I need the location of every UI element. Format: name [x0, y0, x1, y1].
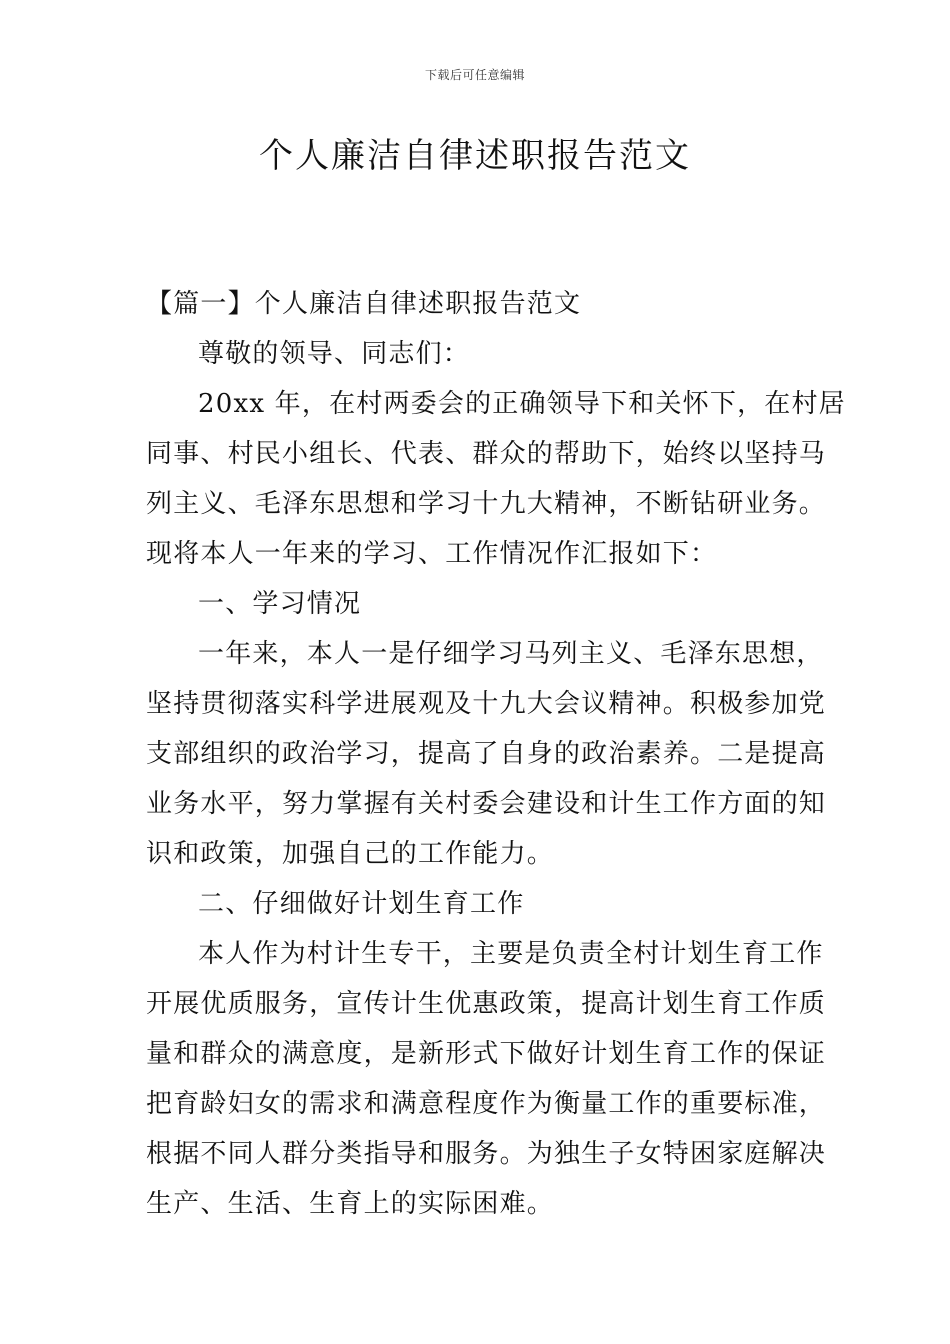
paragraph-line: 开展优质服务，宣传计生优惠政策，提高计划生育工作质 [146, 989, 827, 1019]
paragraph-line: 支部组织的政治学习，提高了自身的政治素养。二是提高 [146, 739, 827, 769]
section-heading: 【篇一】个人廉洁自律述职报告范文 [146, 289, 582, 319]
paragraph-line: 20xx 年，在村两委会的正确领导下和关怀下，在村居 [198, 389, 846, 419]
paragraph-line: 列主义、毛泽东思想和学习十九大精神，不断钻研业务。 [146, 489, 827, 519]
paragraph-line: 坚持贯彻落实科学进展观及十九大会议精神。积极参加党 [146, 689, 827, 719]
paragraph-line: 同事、村民小组长、代表、群众的帮助下，始终以坚持马 [146, 439, 827, 469]
paragraph-line: 生产、生活、生育上的实际困难。 [146, 1189, 555, 1219]
header-note: 下载后可任意编辑 [424, 68, 525, 82]
paragraph-line: 一年来，本人一是仔细学习马列主义、毛泽东思想， [198, 639, 824, 669]
subsection-heading: 二、仔细做好计划生育工作 [198, 889, 525, 919]
paragraph-line: 识和政策，加强自己的工作能力。 [146, 839, 555, 869]
subsection-heading: 一、学习情况 [198, 589, 362, 619]
paragraph-line: 把育龄妇女的需求和满意程度作为衡量工作的重要标准， [146, 1089, 827, 1119]
paragraph-line: 现将本人一年来的学习、工作情况作汇报如下： [146, 539, 718, 569]
paragraph-line: 本人作为村计生专干，主要是负责全村计划生育工作 [198, 939, 824, 969]
salutation: 尊敬的领导、同志们： [198, 339, 471, 369]
paragraph-line: 量和群众的满意度，是新形式下做好计划生育工作的保证 [146, 1039, 827, 1069]
document-title: 个人廉洁自律述职报告范文 [259, 136, 691, 176]
paragraph-line: 业务水平，努力掌握有关村委会建设和计生工作方面的知 [146, 789, 827, 819]
document-body [146, 279, 846, 1229]
paragraph-line: 根据不同人群分类指导和服务。为独生子女特困家庭解决 [146, 1139, 827, 1169]
